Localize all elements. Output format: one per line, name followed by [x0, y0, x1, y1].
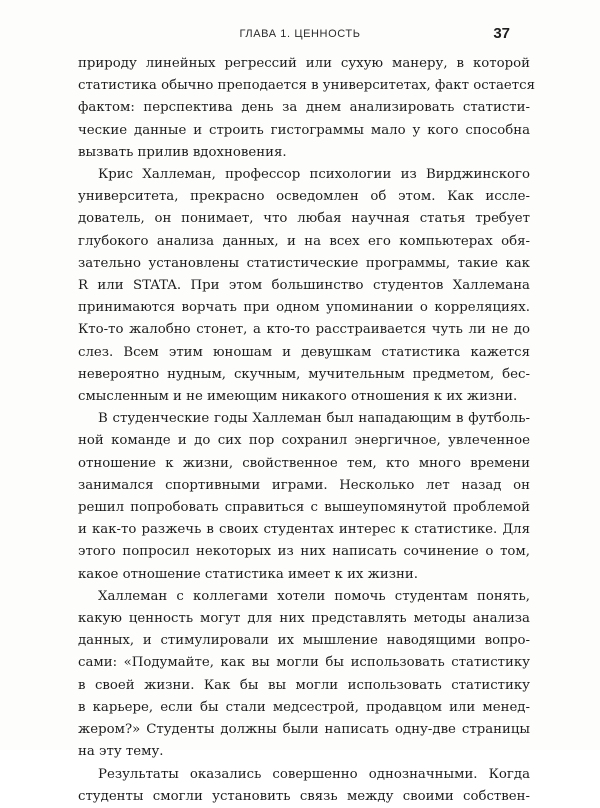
text-line: занимался спортивными играми. Несколько лет назад он — [78, 477, 530, 493]
text-line: Халлеман с коллегами хотели помочь студентам понять, — [98, 588, 530, 604]
paragraph — [78, 53, 535, 164]
text-line: смысленным и не имеющим никакого отношения к их жизни. — [78, 389, 518, 405]
text-line: статистика обычно преподается в университетах, факт остается — [78, 78, 535, 94]
text-line: этого попросил некоторых из них написать сочинение о том, — [78, 544, 530, 560]
text-line: какое отношение статистика имеет к их жизни. — [78, 566, 418, 582]
page-number: 37 — [493, 25, 510, 42]
paragraph — [78, 164, 530, 408]
text-line: университета, прекрасно осведомлен об этом. Как иссле- — [78, 189, 530, 205]
text-line: Крис Халлеман, профессор психологии из Вирджинского — [98, 167, 530, 183]
text-line: дователь, он понимает, что любая научная статья требует — [78, 211, 530, 227]
paragraph — [78, 586, 530, 764]
text-line: жером?» Студенты должны были написать одну-две страницы — [78, 722, 530, 738]
text-line: на эту тему. — [78, 744, 164, 760]
text-line: ной команде и до сих пор сохранил энергичное, увлеченное — [78, 433, 530, 449]
text-line: В студенческие годы Халлеман был нападающим в футболь- — [98, 411, 530, 427]
text-line: в своей жизни. Как бы вы могли использовать статистику — [78, 677, 530, 693]
text-line: и как-то разжечь в своих студентах интерес к статистике. Для — [78, 522, 530, 538]
text-line: вызвать прилив вдохновения. — [78, 144, 287, 160]
text-line: природу линейных регрессий или сухую манеру, в которой — [78, 56, 530, 71]
text-line: данных, и стимулировали их мышление наводящими вопро- — [78, 633, 530, 649]
body-text — [78, 53, 535, 808]
text-line: R или STATA. При этом большинство студентов Халлемана — [78, 278, 530, 294]
text-line: отношение к жизни, свойственное тем, кто много времени — [78, 455, 530, 471]
text-line: глубокого анализа данных, и на всех его компьютерах обя- — [78, 233, 530, 249]
text-line: ческие данные и строить гистограммы мало у кого способна — [78, 122, 530, 138]
paragraph — [78, 408, 530, 586]
text-line: в карьере, если бы стали медсестрой, продавцом или менед- — [78, 699, 530, 715]
text-line: сами: «Подумайте, как вы могли бы использовать статистику — [78, 655, 530, 671]
text-line: студенты смогли установить связь между своими собствен- — [78, 788, 530, 804]
text-line: Результаты оказались совершенно однозначными. Когда — [98, 766, 530, 782]
chapter-title: ГЛАВА 1. ЦЕННОСТЬ — [239, 28, 361, 40]
text-line: слез. Всем этим юношам и девушкам статистика кажется — [78, 344, 530, 360]
text-line: зательно установлены статистические программы, такие как — [78, 255, 530, 271]
text-line: принимаются ворчать при одном упоминании о корреляциях. — [78, 300, 530, 316]
paragraph — [78, 764, 530, 808]
text-line: решил попробовать справиться с вышеупомянутой проблемой — [78, 500, 530, 516]
text-line: какую ценность могут для них представлять методы анализа — [78, 611, 530, 627]
running-head — [0, 25, 600, 48]
text-line: фактом: перспектива день за днем анализировать статисти- — [78, 100, 530, 116]
text-line: Кто-то жалобно стонет, а кто-то расстраивается чуть ли не до — [78, 322, 530, 338]
text-line: невероятно нудным, скучным, мучительным предметом, бес- — [78, 366, 530, 382]
